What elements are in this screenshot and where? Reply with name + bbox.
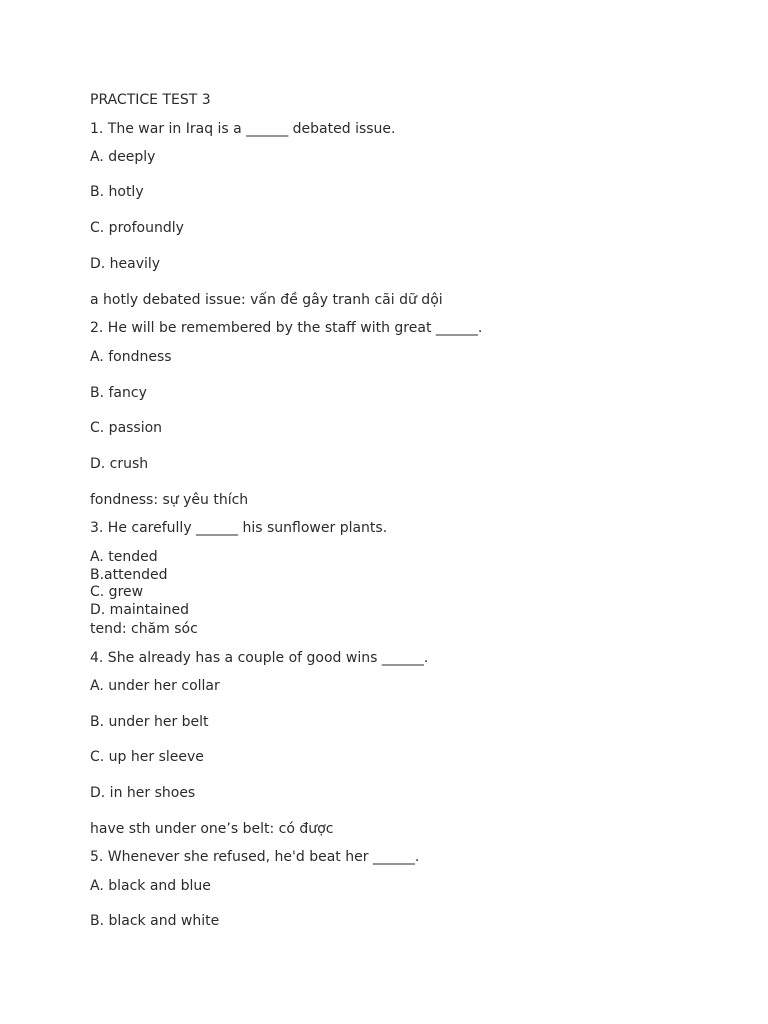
question-4-option-b: B. under her belt — [90, 714, 209, 730]
question-2-note: fondness: sự yêu thích — [90, 492, 249, 508]
question-3-option-d: D. maintained — [90, 602, 189, 618]
question-3-option-c: C. grew — [90, 584, 144, 600]
question-4-option-c: C. up her sleeve — [90, 749, 204, 765]
question-1-option-c: C. profoundly — [90, 220, 184, 236]
question-5-text: 5. Whenever she refused, he'd beat her ______. — [90, 849, 420, 865]
question-1-option-b: B. hotly — [90, 184, 144, 200]
question-1-option-d: D. heavily — [90, 256, 161, 272]
question-1-text: 1. The war in Iraq is a ______ debated issue. — [90, 121, 396, 137]
question-2-text: 2. He will be remembered by the staff with great ______. — [90, 320, 483, 336]
question-4-option-a: A. under her collar — [90, 678, 220, 694]
question-5-option-b: B. black and white — [90, 913, 220, 929]
question-2-option-b: B. fancy — [90, 385, 147, 401]
question-3-option-b: B.attended — [90, 567, 168, 583]
question-3-note: tend: chăm sóc — [90, 621, 198, 637]
question-4-text: 4. She already has a couple of good wins ______. — [90, 650, 429, 666]
question-4-note: have sth under one’s belt: có được — [90, 821, 334, 837]
page-title: PRACTICE TEST 3 — [90, 92, 211, 108]
question-2-option-d: D. crush — [90, 456, 149, 472]
question-4-option-d: D. in her shoes — [90, 785, 196, 801]
question-1-option-a: A. deeply — [90, 149, 156, 165]
question-2-option-c: C. passion — [90, 420, 163, 436]
question-1-note: a hotly debated issue: vấn đề gây tranh cãi dữ dội — [90, 292, 443, 308]
question-3-option-a: A. tended — [90, 549, 158, 565]
question-5-option-a: A. black and blue — [90, 878, 211, 894]
question-3-text: 3. He carefully ______ his sunflower plants. — [90, 520, 388, 536]
question-2-option-a: A. fondness — [90, 349, 172, 365]
